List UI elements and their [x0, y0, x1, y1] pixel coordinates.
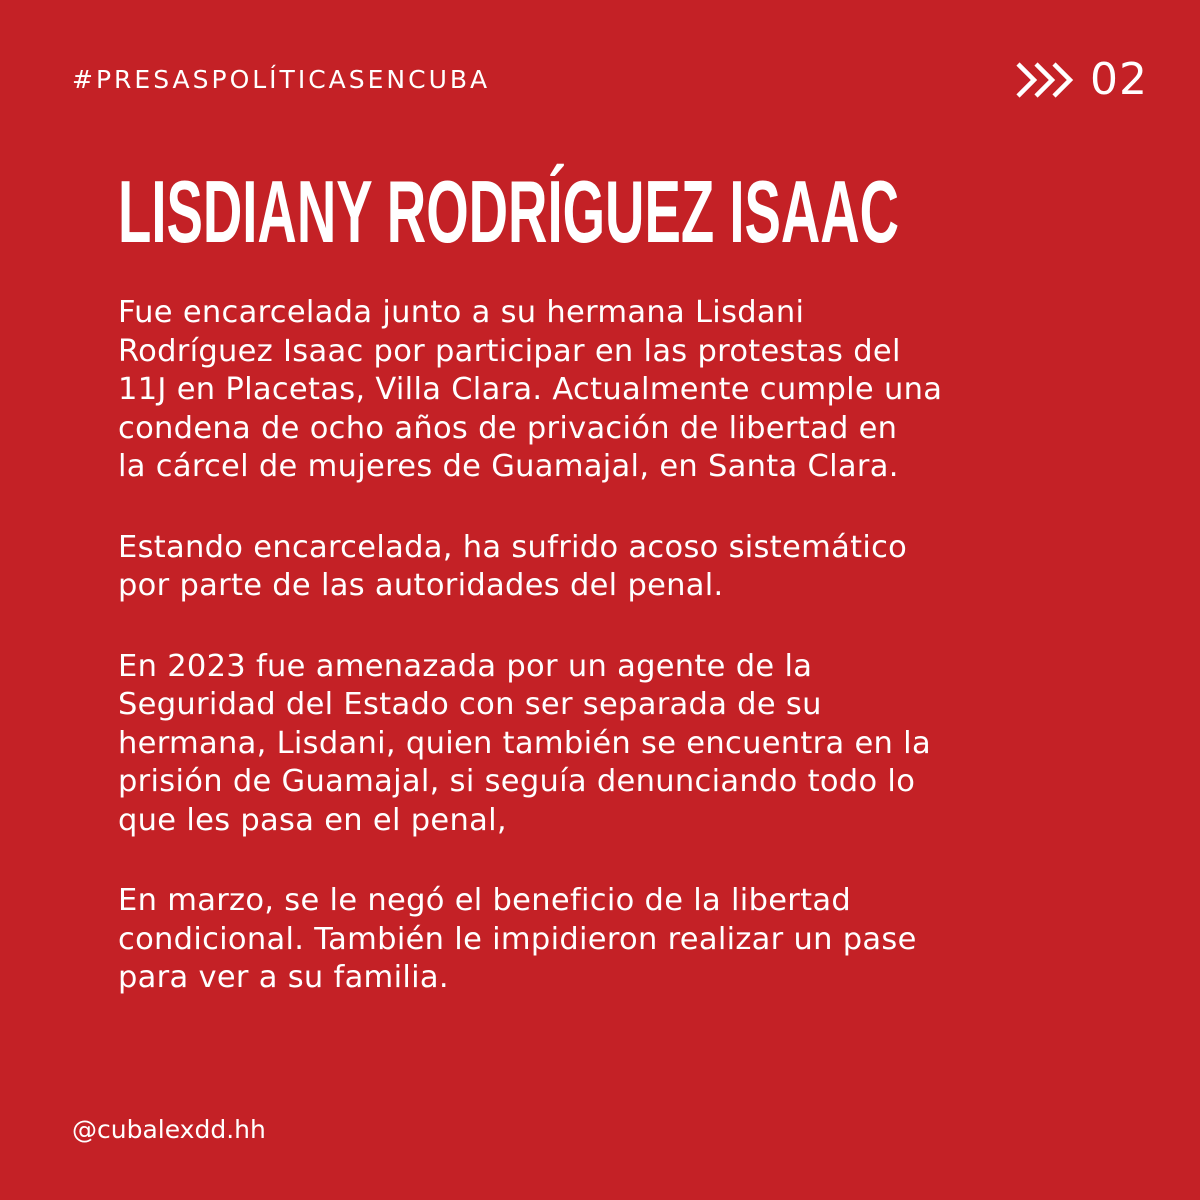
paragraph-1: Fue encarcelada junto a su hermana Lisdani Rodríguez Isaac por participar en las protestas del 11J en Placetas, Villa Clara. Actualmente cumple una condena de ocho años de privación de libertad en la cárcel de mujeres de Guamajal, en Santa Clara. — [118, 295, 943, 484]
body-text — [118, 294, 1128, 1040]
paragraph-4: En marzo, se le negó el beneficio de la libertad condicional. También le impidieron realizar un pase para ver a su familia. — [118, 883, 917, 995]
page-title: LISDIANY RODRÍGUEZ ISAAC — [118, 162, 900, 261]
hashtag-label: #PRESASPOLÍTICASENCUBA — [72, 65, 491, 94]
page-number: 02 — [1090, 54, 1148, 105]
paragraph-2: Estando encarcelada, ha sufrido acoso sistemático por parte de las autoridades del penal. — [118, 529, 908, 603]
paragraph-3: En 2023 fue amenazada por un agente de la Seguridad del Estado con ser separada de su hermana, Lisdani, quien también se encuentra en la prisión de Guamajal, si seguía denunciando todo lo que les pasa en el penal, — [118, 648, 931, 838]
page-indicator — [1014, 56, 1148, 104]
social-handle: @cubalexdd.hh — [72, 1115, 266, 1144]
triple-chevron-right-icon — [1014, 60, 1084, 100]
